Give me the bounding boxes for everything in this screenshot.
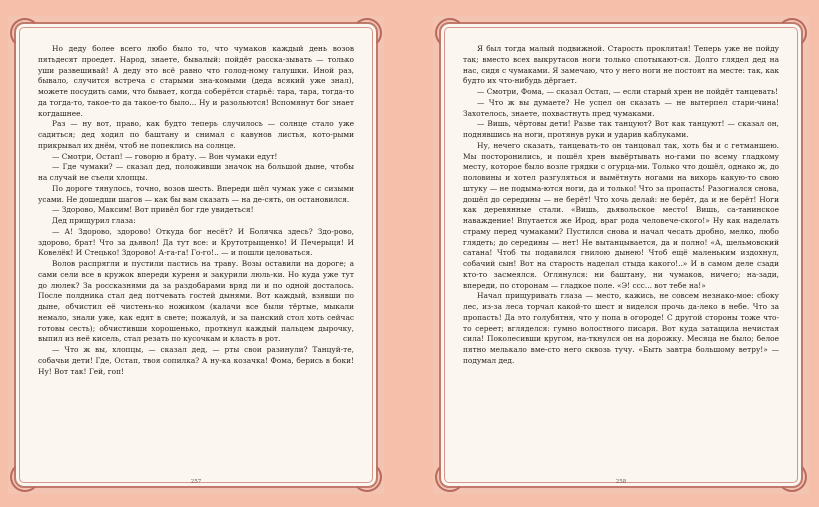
frame-flourish-icon — [777, 462, 807, 492]
paragraph: Волов распрягли и пустили пастись на траву. Возы оставили на дороге; а сами сели все в кружок впереди куреня и закурили люль-ки. Но куда уже тут до люлек? За россказнями да за раздобарами вряд ли и по одной досталось. После полдника стал дед потчевать гостей дынями. Вот каждый, взявши по дыне, обчистил её чистень-ко ножиком (калачи все были тёртые, мыкали немало, знали уже, как едят в свете; пожалуй, и за панский стол хоть сейчас готовы сесть); обчистивши хорошенько, проткнул каждый пальцем дырочку, выпил из неё кисель, стал резать по кусочкам и класть в рот. — [38, 259, 354, 344]
paragraph: Дед прищурил глаза: — [52, 216, 136, 225]
paragraph: Начал прищуривать глаза — место, кажись, не совсем незнако-мое: сбоку лес, из-за леса торчал какой-то шест и виделся прочь да-леко в небе. Что за пропасть! Да это голубятня, что у попа в огороде! С другой стороны тоже что-то сереет; вгляделся: гумно волостного писаря. Вот куда затащила нечистая сила! Поколесивши кругом, на-ткнулся он на дорожку. Месяца не было; белое пятно мелькало вме-сто него сквозь тучу. «Быть завтра большому ветру!» — подумал дед. — [463, 291, 779, 365]
paragraph: По дороге тянулось, точно, возов шесть. Впереди шёл чумак уже с сизыми усами. Не дошедши шагов — как бы вам сказать — на де-сять, он остановился. — [38, 183, 354, 204]
paragraph: — Здорово, Максим! Вот привёл бог где увидеться! — [52, 205, 254, 215]
paragraph: — Смотри, Остап! — говорю я брату. — Вон чумаки едут! — [52, 151, 278, 161]
paragraph: — Смотри, Фома, — сказал Остап, — если старый хрен не пойдёт танцевать! — [477, 87, 778, 96]
paragraph: Ну, нечего сказать, танцевать-то он танцовал так, хоть бы и с гетманшею. Мы посторонились, и пошёл хрен вывёртывать но-гами по всему гладкому месту, которое было возле грядки с огурца-ми. Только что дошёл, однако ж, до половины и хотел разгуляться и вымётнуть ногами на вихорь какую-то свою штуку — не подыма-ются ноги, да и только! Что за пропасть! Разогнался снова, дошёл до середины — не берёт! Что хочь делай: не берёт, да и не берёт! Ноги как деревянные стали. «Вишь, дьявольское место! Вишь, са-танинское наваждение! Впутается же Ирод, враг рода человече-ского!» Ну как наделать страму перед чумаками? Пустился снова и начал чесать дробно, мелко, любо глядеть; до середины — нет! Не вытанцывается, да и полно! «А, шельмовский сатана! Чтоб ты подавился гнилою дынею! Чтоб ещё маленьким издохнул, собачий сын! Вот на старость наделал стыда какого!..» И в самом деле сзади кто-то засмеялся. Оглянулся: ни баштану, ни чумаков, ничего; на-зади, впереди, по сторонам — гладкое поле. «Э! ссс... вот тебе на!» — [463, 140, 779, 290]
paragraph: Раз — ну вот, право, как будто теперь случилось — солнце стало уже садиться; дед ходил по баштану и снимал с кавунов листья, кото-рыми прикрывал их днём, чтоб не попеклись на солнце. — [38, 119, 354, 150]
page-text — [463, 44, 779, 367]
paragraph: — Что ж вы, хлопцы, — сказал дед, — рты свои разинули? Танцуй-те, собачьи дети! Где, Остап, твоя сопилка? А ну-ка козачка! Фома, берись в боки! Ну! Вот так! Гей, гоп! — [38, 345, 354, 376]
paragraph: — Где чумаки? — сказал дед, положивши значок на большой дыне, чтобы на случай не съели хлопцы. — [38, 162, 354, 182]
page-number: 258 — [615, 479, 627, 485]
frame-flourish-icon — [435, 462, 465, 492]
frame-flourish-icon — [352, 462, 382, 492]
paragraph: Но деду более всего любо было то, что чумаков каждый день возов пятьдесят проедет. Народ, знаете, бывалый: пойдёт расска-зывать — только уши развешивай! А деду это всё равно что голод-ному галушки. Иной раз, бывало, случится встреча с старыми зна-комыми (деда всякий уже знал), можете посудить сами, что бывает, когда соберётся старьё: тара, тара, тогда-то да тогда-то, такое-то да такое-то было... Ну и разольются! Вспомянут бог знает когдашнее. — [38, 44, 354, 118]
page-text — [38, 44, 354, 377]
frame-flourish-icon — [777, 18, 807, 48]
ornamental-frame — [14, 22, 378, 488]
paragraph: Я был тогда малый подвижной. Старость проклятая! Теперь уже не пойду так; вместо всех выкрутасов ноги только спотыкают-ся. Долго глядел дед на нас, сидя с чумаками. Я замечаю, что у него ноги не постоят на месте: так, как будто их что-нибудь дёргает. — [463, 44, 779, 86]
paragraph: — Что ж вы думаете? Не успел он сказать — не вытерпел стари-чина! Захотелось, знаете, похвастнуть пред чумаками. — [463, 97, 779, 118]
frame-flourish-icon — [352, 18, 382, 48]
frame-flourish-icon — [10, 18, 40, 48]
ornamental-frame — [439, 22, 803, 488]
right-page — [433, 16, 809, 494]
frame-flourish-icon — [435, 18, 465, 48]
left-page — [8, 16, 384, 494]
paragraph: — Вишь, чёртовы дети! Разве так танцуют? Вот как танцуют! — сказал он, поднявшись на ноги, протянув руки и ударив каблуками. — [463, 119, 779, 139]
page-number: 257 — [190, 479, 202, 485]
frame-flourish-icon — [10, 462, 40, 492]
paragraph: — А! Здорово, здорово! Откуда бог несёт? И Болячка здесь? Здо-рово, здорово, брат! Что за дьявол! Да тут все: и Крутотрыщенко! И Печерыця! И Ковелёк! И Стецько! Здорово! А-га-га! Го-го!.. — и пошли целоваться. — [38, 226, 354, 258]
